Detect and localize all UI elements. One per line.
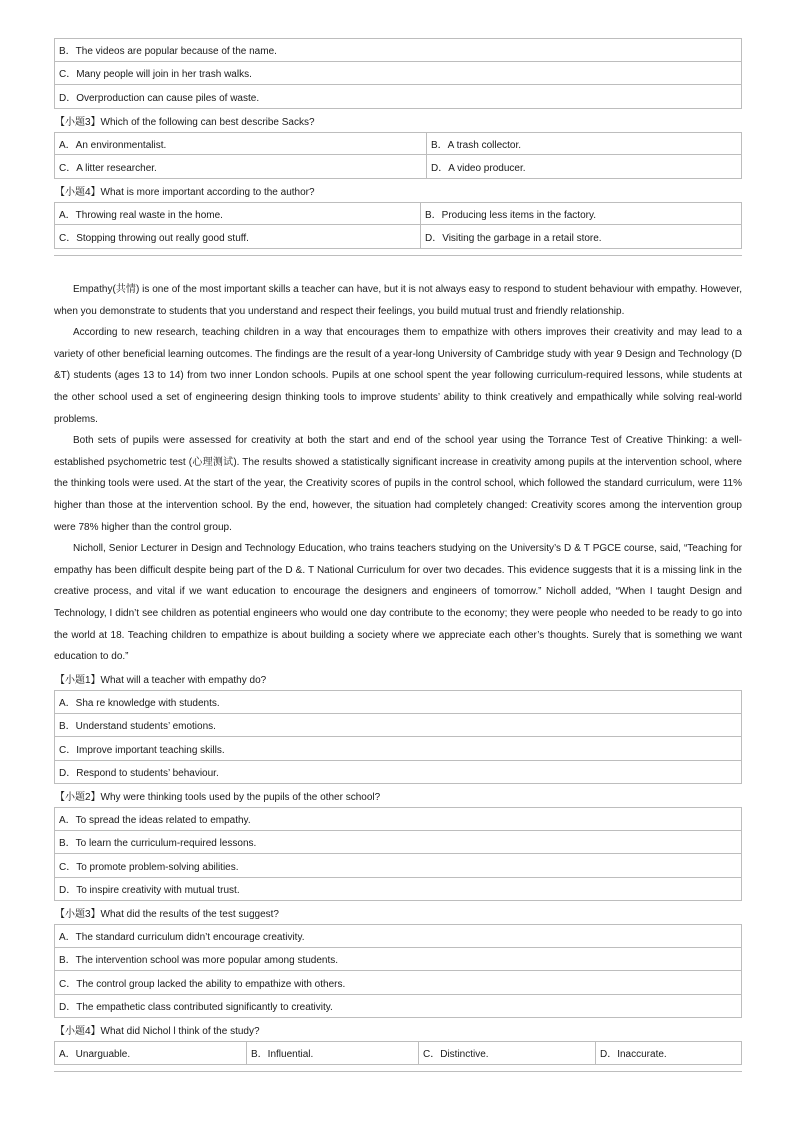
- paragraph: Nicholl, Senior Lecturer in Design and Technology Education, who trains teachers studying on the University’s D & T PGCE course, said, “Teaching for empathy has been difficult despite being part of the D &. T National Curriculum for over two decades. This evidence suggests that it is a missing link in the creative process, and vital if we want education to encourage the designers and engineers of tomorrow.” Nicholl added, “When I taught Design and Technology, I didn’t see children as potential engineers who would one day contribute to the economy; they were people who needed to be ready to go into the world at 18. Teaching children to empathize is about building a society where we appreciate each other’s thoughts. Surely that is something we want education to do.”: [54, 543, 742, 663]
- question-stem: 【小题3】What did the results of the test suggest?: [55, 909, 279, 920]
- passage-questions: [54, 667, 742, 1065]
- option-a[interactable]: A．Throwing real waste in the home.: [59, 209, 223, 221]
- option-row[interactable]: [54, 85, 742, 109]
- option-row[interactable]: [54, 878, 742, 902]
- option-row: [54, 155, 742, 179]
- paragraph: According to new research, teaching children in a way that encourages them to empathize with others improves their creativity and may lead to a variety of other beneficial learning outcomes. The findings are the result of a year-long University of Cambridge study with year 9 Design and Technology (D &T) students (ages 13 to 14) from two inner London schools. Pupils at one school spent the year following curriculum-required lessons, while students at the other school used a set of engineering design thinking tools to improve students’ ability to think creatively and empathically while solving real-world problems.: [54, 327, 742, 425]
- option-row[interactable]: [54, 690, 742, 714]
- previous-questions: [54, 38, 742, 249]
- option-row: [54, 132, 742, 156]
- paragraph: Both sets of pupils were assessed for creativity at both the start and end of the school year using the Torrance Test of Creative Thinking: a well-established psychometric test (心理测试). The results showed a statistically significant increase in creativity among pupils at the intervention school, where the thinking tools were used. At the start of the year, the Creativity scores of pupils in the control school, which followed the standard curriculum, were 11% higher than those at the intervention school. By the end, however, the situation had completely changed: Creativity scores among the intervention group were 78% higher than the control group.: [54, 435, 742, 533]
- option-c[interactable]: C．Stopping throwing out really good stuff.: [59, 232, 249, 244]
- option-text: D．Overproduction can cause piles of waste.: [59, 92, 260, 104]
- option-text: C．To promote problem-solving abilities.: [59, 861, 239, 873]
- option-text: C．Many people will join in her trash walks.: [59, 69, 252, 81]
- option-text: B．To learn the curriculum-required lessons.: [59, 838, 257, 850]
- option-row: [54, 1041, 742, 1065]
- option-a[interactable]: A．Unarguable.: [59, 1049, 131, 1061]
- option-b[interactable]: B．Producing less items in the factory.: [420, 203, 741, 225]
- option-row[interactable]: [54, 737, 742, 761]
- option-d[interactable]: D．Inaccurate.: [595, 1042, 741, 1064]
- option-text: D．Respond to students’ behaviour.: [59, 768, 219, 780]
- option-d[interactable]: D．A video producer.: [426, 155, 741, 178]
- option-row[interactable]: [54, 714, 742, 738]
- option-d[interactable]: D．Visiting the garbage in a retail store.: [420, 225, 741, 248]
- option-text: A．The standard curriculum didn’t encourage creativity.: [59, 932, 305, 944]
- option-row[interactable]: [54, 971, 742, 995]
- option-b[interactable]: B．A trash collector.: [426, 133, 741, 155]
- question-stem: 【小题3】Which of the following can best describe Sacks?: [55, 116, 315, 128]
- option-c[interactable]: C．Distinctive.: [418, 1042, 595, 1064]
- option-text: B．The intervention school was more popular among students.: [59, 955, 339, 967]
- option-row[interactable]: [54, 924, 742, 948]
- question-stem: 【小题4】What did Nichol l think of the study?: [55, 1026, 260, 1037]
- option-text: B．The videos are popular because of the name.: [59, 46, 277, 58]
- option-text: C．Improve important teaching skills.: [59, 744, 225, 756]
- option-row[interactable]: [54, 807, 742, 831]
- section-divider: [54, 255, 742, 256]
- option-a[interactable]: A．An environmentalist.: [59, 139, 167, 151]
- option-text: B．Understand students’ emotions.: [59, 721, 216, 733]
- question-stem: 【小题2】Why were thinking tools used by the pupils of the other school?: [55, 792, 381, 803]
- option-text: A．To spread the ideas related to empathy.: [59, 815, 251, 827]
- section-divider: [54, 1071, 742, 1072]
- reading-passage: [54, 279, 742, 668]
- option-c[interactable]: C．A litter researcher.: [59, 162, 157, 174]
- option-row: [54, 202, 742, 226]
- option-text: C．The control group lacked the ability to empathize with others.: [59, 978, 346, 990]
- question-stem: 【小题4】What is more important according to the author?: [55, 186, 315, 198]
- option-b[interactable]: B．Influential.: [246, 1042, 418, 1064]
- option-text: D．The empathetic class contributed significantly to creativity.: [59, 1002, 333, 1014]
- option-row[interactable]: [54, 831, 742, 855]
- option-row[interactable]: [54, 761, 742, 785]
- option-row[interactable]: [54, 38, 742, 62]
- option-row[interactable]: [54, 948, 742, 972]
- option-text: D．To inspire creativity with mutual trust.: [59, 885, 240, 897]
- option-row[interactable]: [54, 854, 742, 878]
- paragraph: Empathy(共情) is one of the most important skills a teacher can have, but it is not always easy to respond to student behaviour with empathy. However, when you demonstrate to students that you understand and respect their feelings, you build mutual trust and friendly relationship.: [54, 284, 742, 317]
- option-text: A．Sha re knowledge with students.: [59, 698, 220, 710]
- option-row[interactable]: [54, 995, 742, 1019]
- question-stem: 【小题1】What will a teacher with empathy do?: [55, 675, 267, 686]
- option-row: [54, 225, 742, 249]
- option-row[interactable]: [54, 62, 742, 86]
